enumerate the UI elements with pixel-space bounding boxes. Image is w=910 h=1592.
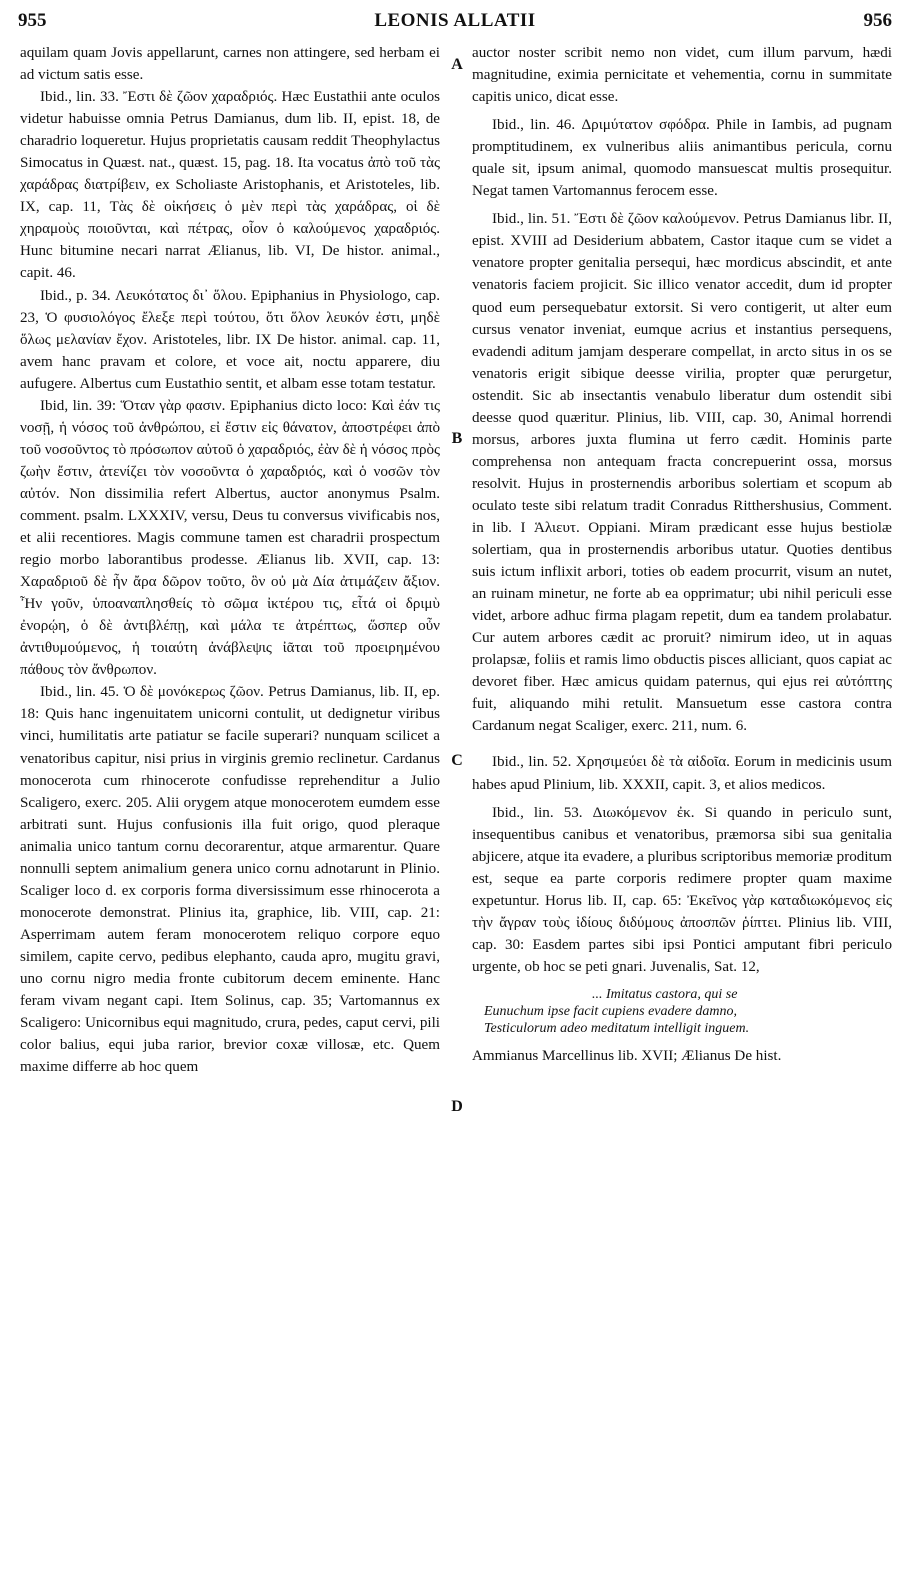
right-column: [472, 42, 892, 1067]
paragraph: Ibid., lin. 51. Ἔστι δὲ ζῶον καλούμενον. Petrus Damianus libr. II, epist. XVIII ad Desiderium abbatem, Castor itaque cum se videt a venatore propter genitalia persequi, hæc mordicus abscindit, et ante venatoris faciem projicit. Sic illico venator accedit, dum id propter quod eum persequebatur extorsit. Si vero contigerit, ut alter eum cursus venator inveniat, eumque acrius et instantius persequens, evadendi aditum jamjam desperare compellat, in arcto situs in os se venatoris erigit sibique deesse virilia, propter quæ perurgetur, ostendit. Sic ab insectantis venabulo liberatur dum ostendit sibi deesse quod quæritur. Plinius, lib. VIII, cap. 30, Animal horrendi morsus, arbores juxta flumina ut ferro cædit. Hominis parte comprehensa non antequam fracta concrepuerint ossa, morsus resolvit. Hujus in prosternendis arboribus solertiam et scopum ab oculato teste sibi relatum tradit Conradus Ritthershusius, Comment. in lib. I Ἁλιευτ. Oppiani. Miram prædicant esse hujus bestiolæ solertiam, qua in prosternendis arboribus utatur. Quoties dentibus suis ictum inflixit arbori, toties ob eadem procurrit, visum an nutet, an ruinam minetur, ne forte ab ea opprimatur; ubi nihil periculi esse videt, arbore adhuc firma plagam repetit, dum ea tandem prolabatur. Cur autem arbores cædit ac proruit? nimirum ideo, ut in aquas prolapsæ, foliis et ramis limo obductis pisces alliciant, quos capiat ac devoret fiber. Hæc amicus quidam paternus, qui ejus rei αὐτόπτης fuit, aliquando mihi retulit. Mansuetum esse castora contra Cardanum negat Scaliger, exerc. 211, num. 6.: [472, 211, 892, 735]
paragraph: Ibid., lin. 46. Δριμύτατον σφόδρα. Phile in Iambis, ad pugnam promptitudinem, ex vulneribus aliis animantibus pericula, cornu quale sit, ipsum animal, quomodo mansuescat multis prosequitur. Negat tamen Vartomannus ferocem esse.: [472, 117, 892, 200]
margin-letter-c: C: [451, 752, 463, 769]
margin-letter-a: A: [451, 56, 463, 73]
poem-line: ... Imitatus castora, qui se: [592, 986, 738, 1002]
left-column: [20, 42, 440, 1078]
running-title: LEONIS ALLATII: [374, 10, 536, 31]
paragraph: Ibid., lin. 52. Χρησιμεύει δὲ τὰ αἰδοῖα. Eorum in medicinis usum habes apud Plinium, lib. XXXII, capit. 3, et alios medicos.: [472, 754, 892, 793]
poem-line: Eunuchum ipse facit cupiens evadere damno,: [484, 1003, 737, 1019]
closing-line: Ammianus Marcellinus lib. XVII; Ælianus De hist.: [472, 1047, 782, 1064]
paragraph: auctor noster scribit nemo non videt, cum illum parvum, hædi magnitudine, eximia pernicitate et vehementia, cornu in summitate capitis unico, dicat esse.: [472, 45, 892, 106]
paragraph: Ibid., lin. 45. Ὁ δὲ μονόκερως ζῶον. Petrus Damianus, lib. II, ep. 18: Quis hanc ingenuitatem unicorni contulit, ut dedignetur viribus vinci, humilitatis arte patiatur se facile superari? nunquam scilicet a venatoribus capitur, nisi prius in virginis gremio reclinetur. Cardanus monocerota cum rhinocerote confudisse reprehenditur a Julio Scaligero, exerc. 205. Alii orygem atque monocerotem eumdem esse arbitrati sunt. Hujus confusionis illa fuit origo, quod pleraque animalia unico tantum cornu decorarentur, atque armarentur. Quare nonnulli septem animalium genera unico cornu adnotarunt in Plinio. Scaliger loco d. ex corporis forma diversissimum esse rhinocerota a monocerote demonstrat. Plinius ita, graphice, lib. VIII, cap. 21: Asperrimam autem feram monocerotem reliquo corpore equo similem, capite cervo, pedibus elephanto, cauda apro, mugitu gravi, uno cornu nigro media fronte cubitorum decem eminente. Hanc feram vivam negant capi. Item Solinus, cap. 35; Vartomannus ex Scaligero: Unicornibus equi magnitudo, crura, pedes, caput cervi, pili color balius, equi juba rarior, brevior coxæ villosæ, etc. Quem maxime differre ab hoc quem: [20, 684, 440, 1076]
page-number-right: 956: [863, 10, 892, 31]
paragraph: aquilam quam Jovis appellarunt, carnes non attingere, sed herbam ei ad victum satis esse.: [20, 45, 440, 84]
paragraph: Ibid., p. 34. Λευκότατος δι᾽ ὅλου. Epiphanius in Physiologo, cap. 23, Ὁ φυσιολόγος ἔλεξε περὶ τούτου, ὅτι ὅλον λευκόν ἐστι, μηδὲ ὅλως μελανίαν ἔχον. Aristoteles, libr. IX De histor. animal. cap. 11, avem hanc pravam et colore, et voce ait, noctu apparere, diu aufugere. Albertus cum Eustathio sentit, et albam esse totam testatur.: [20, 287, 440, 392]
page-number-left: 955: [18, 10, 47, 31]
margin-letter-b: B: [451, 430, 463, 447]
page-header: [18, 8, 892, 34]
paragraph: Ibid., lin. 53. Διωκόμενον ἐκ. Si quando in periculo sunt, insequentibus canibus et venatoribus, præmorsa sibi sua genitalia abjicere, atque ita evadere, a pluribus scriptoribus memoriæ proditum est, seque ea parte corporis redimere propter quam maxime expetuntur. Horus lib. II, cap. 65: Ἐκεῖνος γὰρ καταδιωκόμενος εἰς τὴν ἄγραν τοὺς ἰδίους διδύμους ἀποσπῶν ῥίπτει. Plinius lib. VIII, cap. 30: Easdem partes sibi ipsi Pontici amputant fibri periculo urgente, ob hoc se peti gnari. Juvenalis, Sat. 12,: [472, 804, 892, 975]
poem-line: Testiculorum adeo meditatum intelligit inguem.: [484, 1020, 750, 1036]
paragraph: Ibid., lin. 33. Ἔστι δὲ ζῶον χαραδριός. Hæc Eustathii ante oculos videtur habuisse omnia Petrus Damianus, dum lib. II, epist. 18, de charadrio loqueretur. Hujus proprietatis causam reddit Theophylactus Simocatus in Quæst. nat., quæst. 15, pag. 18. Ita vocatus ἀπὸ τοῦ τὰς χαράδρας διατρίβειν, ex Scholiaste Aristophanis, et Aristoteles, lib. IX, cap. 11, Τὰς δὲ οἰκήσεις ὁ μὲν περὶ τὰς χαράδρας, οἱ δὲ χηραμοὺς ποιοῦνται, καὶ πέτρας, οἷον ὁ καλούμενος χαραδριός. Hunc bitumine necari narrat Ælianus, lib. VI, De histor. animal., capit. 46.: [20, 89, 440, 282]
paragraph: Ibid, lin. 39: Ὅταν γὰρ φασιν. Epiphanius dicto loco: Καὶ ἐάν τις νοσῇ, ἡ νόσος τοῦ ἀνθρώπου, εἰ ἔστιν εἰς θάνατον, ἀποστρέφει ἀπὸ τοῦ νοσοῦντος τὸ πρόσωπον αὐτοῦ ὁ χαραδριός, ἐὰν δὲ ἡ νόσος πρὸς ζωὴν ἔστιν, ἀτενίζει τὸν νοσοῦντα ὁ χαραδριός, καὶ ὁ νοσῶν τὸν αὐτόν. Non dissimilia refert Albertus, auctor anonymus Psalm. comment. psalm. LXXXIV, versu, Deus tu conversus vivificabis nos, et alii recentiores. Magis commune tamen est charadrii prospectum regio morbo laborantibus prodesse. Ælianus lib. XVII, cap. 13: Χαραδριοῦ δὲ ἦν ἄρα δῶρον τοῦτο, ὃν οὐ μὰ Δία ἀτιμάζειν ἄξιον. Ἦν γοῦν, ὑποαναπλησθείς τὸ σῶμα ἰκτέρου τις, εἶτά οἱ δριμὺ ἐνορῴη, ὁ δὲ ἀντιβλέπῃ, καὶ μάλα τε ἀτρέπτως, ὥσπερ οὖν ἀντιθυμούμενος, ἡ τοιαύτη ἀνάβλεψις ἰᾶται τοῦ προειρημένου πάθους τὸν ἄνθρωπον.: [20, 397, 440, 679]
margin-letter-d: D: [451, 1098, 463, 1115]
